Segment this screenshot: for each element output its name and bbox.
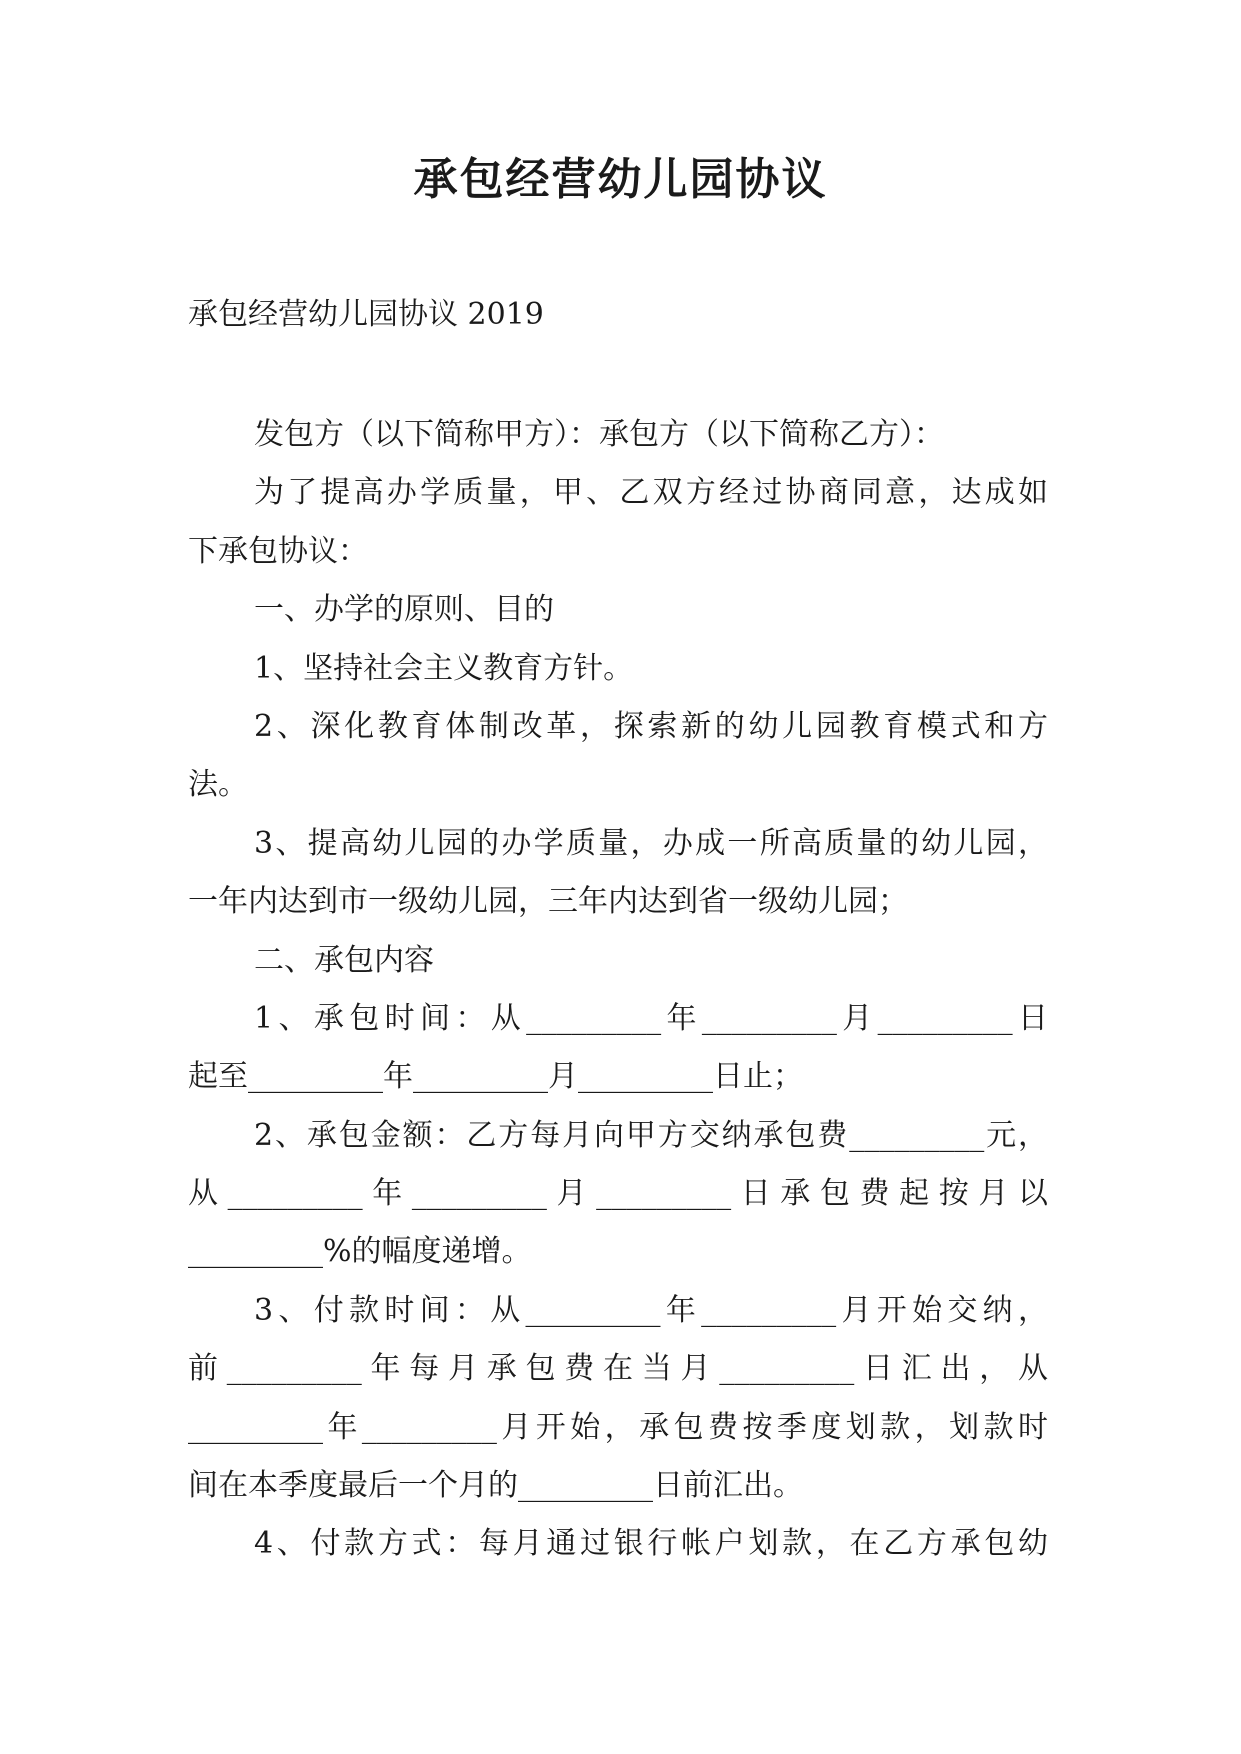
clause-payment-method: 4、付款方式：每月通过银行帐户划款，在乙方承包幼	[254, 1526, 1048, 1562]
clause-term-cont: 起至_________年_________月_________日止；	[188, 1059, 803, 1095]
clause-amount-cont: _________%的幅度递增。	[188, 1234, 532, 1270]
clause-payment-time-cont: 间在本季度最后一个月的_________日前汇出。	[188, 1468, 803, 1504]
list-item-cont: 一年内达到市一级幼儿园，三年内达到省一级幼儿园；	[188, 884, 908, 920]
section-heading-content: 二、承包内容	[254, 942, 434, 978]
list-item: 1、坚持社会主义教育方针。	[254, 650, 634, 686]
clause-payment-time-cont: _________年_________月开始，承包费按季度划款，划款时	[188, 1409, 1048, 1445]
clause-amount-cont: 从_________年_________月_________日承包费起按月以	[188, 1176, 1048, 1212]
clause-amount: 2、承包金额：乙方每月向甲方交纳承包费_________元，	[254, 1117, 1048, 1153]
document-title: 承包经营幼儿园协议	[413, 154, 828, 205]
clause-payment-time-cont: 前_________年每月承包费在当月_________日汇出，从	[188, 1351, 1048, 1387]
section-heading-principles: 一、办学的原则、目的	[254, 592, 554, 628]
clause-term: 1、承包时间：从_________年_________月_________日	[254, 1000, 1048, 1036]
list-item: 3、提高幼儿园的办学质量，办成一所高质量的幼儿园，	[254, 825, 1048, 861]
document-body	[188, 406, 1048, 1574]
paragraph-intro: 为了提高办学质量，甲、乙双方经过协商同意，达成如	[254, 475, 1048, 511]
list-item-cont: 法。	[188, 767, 248, 803]
list-item: 2、深化教育体制改革，探索新的幼儿园教育模式和方	[254, 708, 1048, 744]
clause-payment-time: 3、付款时间：从_________年_________月开始交纳，	[254, 1292, 1048, 1328]
paragraph-parties: 发包方（以下简称甲方）：承包方（以下简称乙方）：	[254, 417, 944, 452]
paragraph-intro-cont: 下承包协议：	[188, 533, 368, 569]
document-subtitle: 承包经营幼儿园协议 2019	[188, 297, 544, 332]
